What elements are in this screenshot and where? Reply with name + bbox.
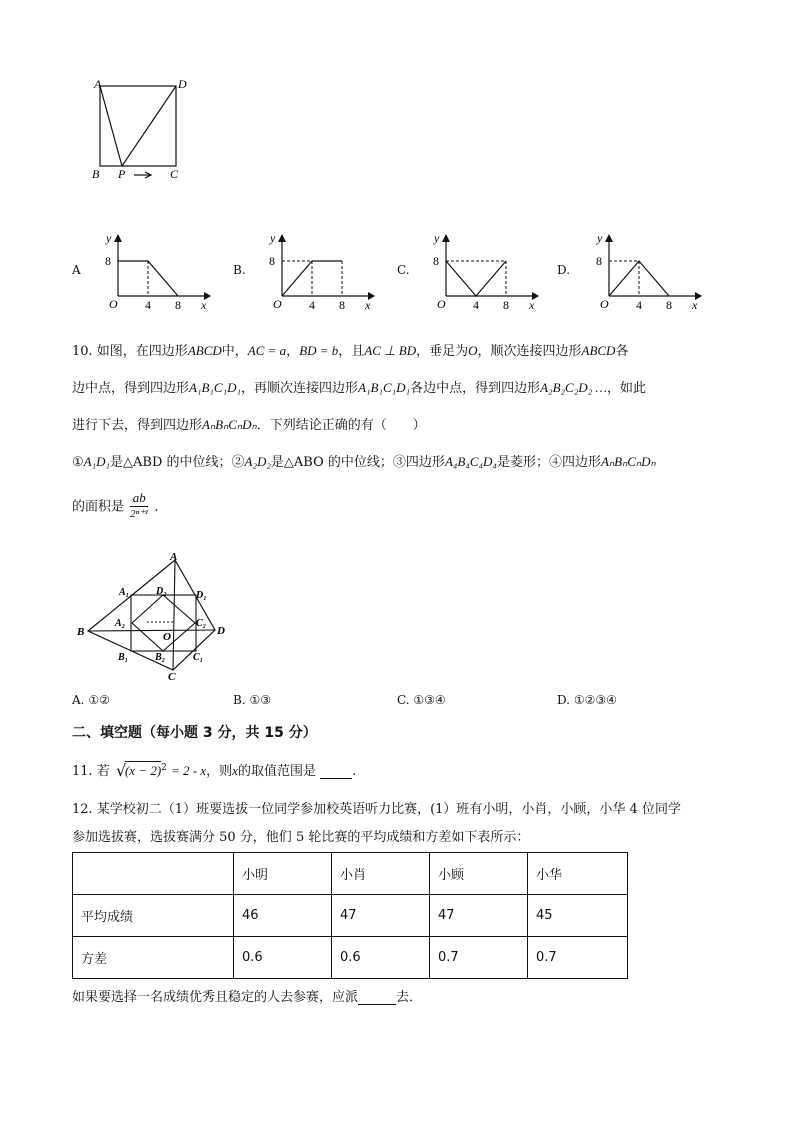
table-cell: 0.7: [528, 937, 628, 979]
table-cell: 47: [332, 895, 430, 937]
svg-text:A₁: A₁: [119, 587, 130, 598]
svg-text:A₂: A₂: [115, 618, 126, 629]
svg-text:4: 4: [145, 298, 151, 310]
svg-text:8: 8: [433, 254, 439, 268]
q12-footer: 如果要选择一名成绩优秀且稳定的人去参赛，应派 去．: [72, 990, 423, 1005]
svg-text:8: 8: [105, 254, 111, 268]
table-cell: 46: [234, 895, 332, 937]
q11-answer-blank: [320, 764, 352, 779]
svg-text:C₁: C₁: [193, 652, 204, 663]
svg-text:8: 8: [596, 254, 602, 268]
table-header-row: [73, 853, 628, 895]
svg-text:4: 4: [636, 298, 642, 310]
score-table: [72, 852, 628, 979]
svg-text:8: 8: [503, 298, 509, 310]
label-a: A: [94, 77, 102, 91]
svg-text:8: 8: [666, 298, 672, 310]
svg-text:C: C: [168, 671, 176, 682]
q12-line-1: 12. 某学校初二（1）班要选拔一位同学参加校英语听力比赛，(1）班有小明，小肖，小顾，小华 4 位同学: [72, 802, 681, 817]
table-cell: [73, 853, 234, 895]
label-d: D: [178, 77, 187, 91]
choice-d: D. ①②③④: [557, 693, 617, 707]
svg-text:8: 8: [339, 298, 345, 310]
svg-text:8: 8: [269, 254, 275, 268]
choice-a: A. ①②: [72, 693, 110, 707]
label-p: P: [118, 167, 126, 181]
q10-line-3: 进行下去，得到四边形AₙBₙCₙDₙ．下列结论正确的有（ ）: [72, 417, 426, 433]
svg-text:C₂: C₂: [196, 618, 207, 629]
q12-line-2: 参加选拔赛，选拔赛满分 50 分，他们 5 轮比赛的平均成绩和方差如下表所示：: [72, 830, 530, 845]
svg-text:y: y: [434, 231, 440, 245]
graph-option-c-letter: C.: [397, 263, 410, 277]
svg-text:B: B: [77, 626, 85, 638]
svg-text:x: x: [692, 298, 698, 310]
table-row: [73, 937, 628, 979]
table-cell: 47: [430, 895, 528, 937]
q10-statements: ①A₁D₁是△ABD 的中位线；②A₂D₂是△ABO 的中位线；③四边形A₄B₄C₄D₄是菱形；④四边形AₙBₙCₙDₙ: [72, 454, 656, 470]
square-figure: [84, 74, 204, 186]
table-cell: 0.6: [234, 937, 332, 979]
choice-c: C. ①③④: [397, 693, 446, 707]
svg-text:O: O: [273, 297, 282, 310]
diagonal-ac: [173, 560, 175, 670]
svg-text:8: 8: [175, 298, 181, 310]
table-cell: 45: [528, 895, 628, 937]
table-cell: 0.6: [332, 937, 430, 979]
svg-text:O: O: [600, 297, 609, 310]
q10-area-line: 的面积是 ab 2ⁿ⁺¹ ．: [72, 490, 168, 520]
svg-text:4: 4: [309, 298, 315, 310]
graph-option-b: [264, 230, 379, 310]
segment-dp: [122, 86, 176, 166]
quadrilateral-figure: [74, 550, 234, 682]
table-header-cell: 小明: [234, 853, 332, 895]
svg-text:y: y: [597, 231, 603, 245]
svg-text:D₁: D₁: [196, 590, 207, 601]
graph-option-c: [428, 230, 543, 310]
q11-line: 11. 若 √ $(x - 2)^2 = 2 - x$，则x的取值范围是 .: [72, 760, 357, 780]
section-title: 二、填空题（每小题 3 分，共 15 分）: [72, 725, 317, 741]
svg-text:x: x: [529, 298, 535, 310]
q12-answer-blank: [358, 990, 396, 1005]
svg-text:D₂: D₂: [156, 586, 167, 597]
svg-text:y: y: [270, 231, 276, 245]
svg-text:B₁: B₁: [118, 652, 129, 663]
svg-text:O: O: [163, 631, 171, 643]
choice-b: B. ①③: [233, 693, 271, 707]
label-c: C: [170, 167, 179, 181]
table-row-label: 方差: [73, 937, 234, 979]
svg-text:D: D: [217, 625, 225, 637]
graph-option-b-letter: B.: [233, 263, 246, 277]
q10-line-1: 10. 如图，在四边形ABCD中，AC = a，BD = b，且AC ⊥ BD，垂足为O，顺次连接四边形ABCD各: [72, 343, 629, 359]
table-row: [73, 895, 628, 937]
svg-text:O: O: [109, 297, 118, 310]
sqrt-expression: √ $(x - 2)^2$: [115, 760, 167, 780]
q10-line-2: 边中点，得到四边形A₁B₁C₁D₁，再顺次连接四边形A₁B₁C₁D₁各边中点，得到四边形A₂B₂C₂D₂ …，如此: [72, 380, 646, 396]
svg-text:y: y: [106, 231, 112, 245]
area-fraction: ab 2ⁿ⁺¹: [130, 490, 149, 520]
svg-text:4: 4: [473, 298, 479, 310]
graph-option-d-letter: D.: [557, 263, 571, 277]
graph-option-a: [100, 230, 215, 310]
segment-ap: [100, 86, 122, 166]
table-row-label: 平均成绩: [73, 895, 234, 937]
svg-text:O: O: [437, 297, 446, 310]
table-header-cell: 小顾: [430, 853, 528, 895]
svg-text:x: x: [201, 298, 207, 310]
svg-text:A: A: [170, 551, 178, 563]
graph-option-d: [591, 230, 706, 310]
table-header-cell: 小肖: [332, 853, 430, 895]
graph-c-line: [446, 261, 506, 296]
svg-text:B₂: B₂: [155, 652, 166, 663]
label-b: B: [92, 167, 100, 181]
svg-text:x: x: [365, 298, 371, 310]
table-header-cell: 小华: [528, 853, 628, 895]
graph-option-a-letter: A: [72, 263, 81, 277]
table-cell: 0.7: [430, 937, 528, 979]
